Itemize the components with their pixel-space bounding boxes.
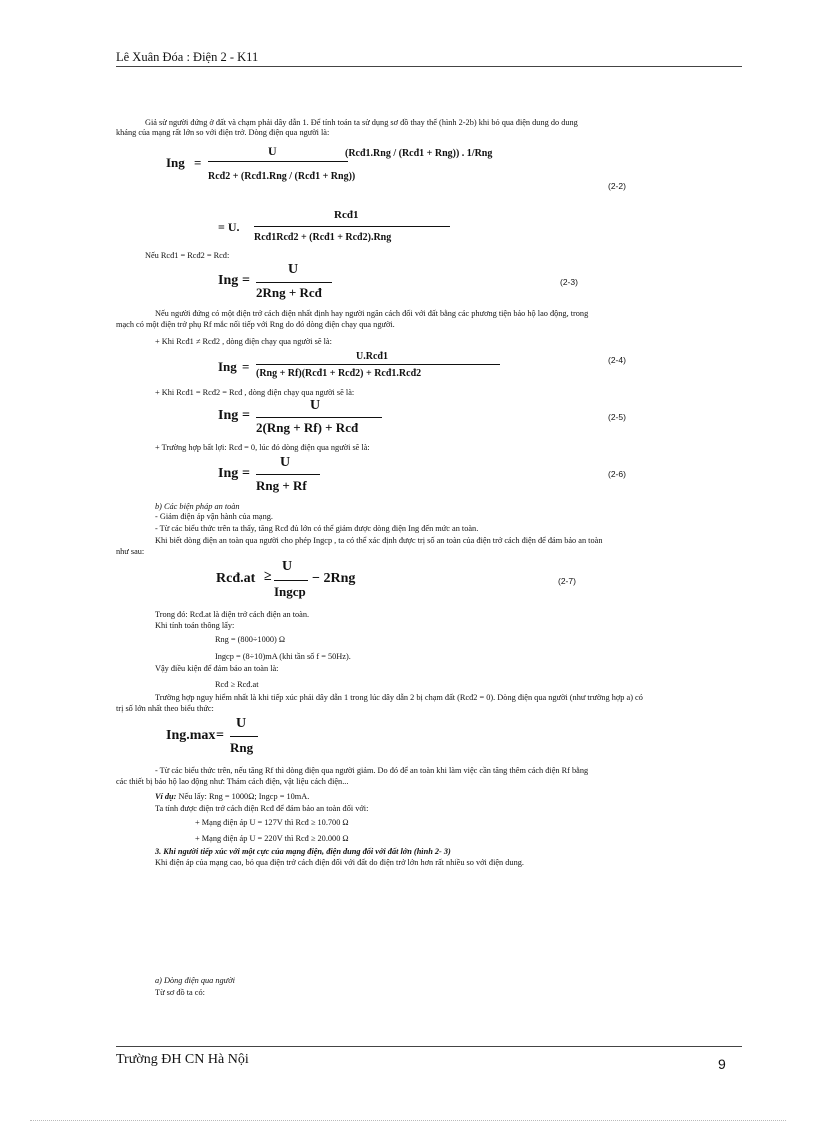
- condition-line: Nếu Rcđ1 = Rcđ2 = Rcđ:: [145, 251, 230, 260]
- eq22-numerator: U: [268, 144, 277, 158]
- fraction-line: [230, 736, 258, 737]
- header-rule: [116, 66, 742, 67]
- measure-3-line-2: như sau:: [116, 547, 145, 556]
- fraction-line: [256, 417, 382, 418]
- fraction-line: [256, 364, 500, 365]
- fraction-line: [256, 474, 320, 475]
- para-1-line-1: Giả sử người đứng ở đất và chạm phải dây dẫn 1. Để tính toán ta sử dụng sơ đồ thay thế (hình 2-2b) khi bỏ qua điện dung do dung: [145, 118, 578, 127]
- conclusion-line-2: các thiết bị bảo hộ lao động như: Thảm cách điện, vật liệu cách điện...: [116, 777, 349, 786]
- measure-3-line-1: Khi biết dòng điện an toàn qua người cho phép Ingcp , ta có thể xác định được trị số an toàn của điện trở cách điện để đảm bảo an toàn: [155, 536, 603, 545]
- fraction-line: [208, 161, 348, 162]
- para-2-line-2: mạch có một điện trở phụ Rf mắc nối tiếp với Rng do đó dòng điện chạy qua người.: [116, 320, 395, 329]
- example-line: Ví dụ: Nếu lấy: Rng = 1000Ω; Ingcp = 10mA.: [155, 792, 310, 801]
- example-220v: + Mạng điện áp U = 220V thì Rcđ ≥ 20.000 Ω: [195, 834, 349, 843]
- example-calc: Ta tính được điện trở cách điện Rcđ để đảm bảo an toàn đối với:: [155, 804, 369, 813]
- case-2: + Khi Rcđ1 = Rcđ2 = Rcđ , dòng điện chạy qua người sẽ là:: [155, 388, 355, 397]
- worst-case-line-2: trị số lớn nhất theo biểu thức:: [116, 704, 214, 713]
- ingcp-range: Ingcp = (8÷10)mA (khi tần số f = 50Hz).: [215, 652, 351, 661]
- equation-number: (2-3): [560, 277, 578, 287]
- rng-range: Rng = (800÷1000) Ω: [215, 635, 286, 644]
- equation-number: (2-6): [608, 469, 626, 479]
- para-2-line-1: Nếu người đứng có một điện trở cách điện nhất định hay người ngăn cách đối với đất bằng các phương tiện bảo hộ lao động, trong: [155, 309, 589, 318]
- calc-line: Khi tính toán thông lấy:: [155, 621, 235, 630]
- section-b-heading: b) Các biện pháp an toàn: [155, 502, 240, 511]
- footer-rule: [116, 1046, 742, 1047]
- measure-2: - Từ các biểu thức trên ta thấy, tăng Rcđ đủ lớn có thể giảm được dòng điện Ing đến mức an toàn.: [155, 524, 479, 533]
- equation-number: (2-7): [558, 576, 576, 586]
- safety-condition: Vậy điều kiện để đảm bảo an toàn là:: [155, 664, 279, 673]
- eq22-denominator: Rcđ2 + (Rcđ1.Rng / (Rcđ1 + Rng)): [208, 171, 356, 182]
- fraction-line: [274, 580, 308, 581]
- document-page: Lê Xuân Đóa : Điện 2 - K11 Giả sử người đứng ở đất và chạm phải dây dẫn 1. Để tính toán ta sử dụng sơ đồ thay thế (hình 2-2b) khi bỏ qua điện dung do dung kháng của mạng rất lớn so với điện trở. Dòng điện qua người là: Ing = U Rcđ2 + (Rcđ1.Rng / (Rcđ1 + Rng)) (Rcđ1.Rng / (Rcđ1 + Rng)) . 1/Rng (2-2) = U. Rcđ1 Rcđ1Rcđ2 + (Rcđ1 + Rcđ2).Rng Nếu Rcđ1 = Rcđ2 = Rcđ: Ing = U 2Rng + Rcđ (2-3) Nếu người đứng có một điện trở cách điện nhất định hay người ngăn cách đối với đất bằng các phương tiện bảo hộ lao động, trong mạch có một điện trở phụ Rf mắc nối tiếp với Rng do đó dòng điện chạy qua người. + Khi Rcđ1 ≠ Rcđ2 , dòng điện chạy qua người sẽ là: Ing = U.Rcđ1 (Rng + Rf)(Rcđ1 + Rcđ2) + Rcđ1.Rcđ2 (2-4) + Khi Rcđ1 = Rcđ2 = Rcđ , dòng điện chạy qua người sẽ là: Ing = U 2(Rng + Rf) + Rcđ (2-5) + Trường hợp bất lợi: Rcđ = 0, lúc đó dòng điện qua người sẽ là: Ing = U Rng + Rf (2-6) b) Các biện pháp an toàn - Giảm điện áp vận hành của mạng. - Từ các biểu thức trên ta thấy, tăng Rcđ đủ lớn có thể giảm được dòng điện Ing đến mức an toàn. Khi biết dòng điện an toàn qua người cho phép Ingcp , ta có thể xác định được trị số an toàn của điện trở cách điện để đảm bảo an toàn như sau: Rcđ.at ≥ U Ingcp − 2Rng (2-7) Trong đó: Rcđ.at là điện trở cách điện an toàn. Khi tính toán thông lấy: Rng = (800÷1000) Ω Ingcp = (8÷10)mA (khi tần số f = 50Hz). Vậy điều kiện để đảm bảo an toàn là: Rcđ ≥ Rcđ.at Trường hợp nguy hiểm nhất là khi tiếp xúc phải dây dẫn 1 trong lúc dây dẫn 2 bị chạm đất (Rcđ2 = 0). Dòng điện qua người (như trường hợp a) có trị số lớn nhất theo biểu thức: Ing.max = U Rng - Từ các biểu thức trên, nếu tăng Rf thì dòng điện qua người giảm. Do đó để an toàn khi làm việc cần tăng thêm cách điện Rf bằng các thiết bị bảo hộ lao động như: Thảm cách điện, vật liệu cách điện... Ví dụ: Nếu lấy: Rng = 1000Ω; Ingcp = 10mA. Ta tính được điện trở cách điện Rcđ để đảm bảo an toàn đối với: + Mạng điện áp U = 127V thì Rcđ ≥ 10.700 Ω + Mạng điện áp U = 220V thì Rcđ ≥ 20.000 Ω 3. Khi người tiếp xúc với một cực của mạng điện, điện dung đối với đất lớn (hình 2- 3) Khi điện áp của mạng cao, bỏ qua điện trở cách điện đối với đất do điện trở lớn hơn rất nhiều so với điện dung. a) Dòng điện qua người Từ sơ đồ ta có: Trường ĐH CN Hà Nội 9: [0, 0, 816, 1123]
- section-3-intro: Khi điện áp của mạng cao, bỏ qua điện trở cách điện đối với đất do điện trở lớn hơn rất nhiều so với điện dung.: [155, 858, 524, 867]
- section-3-heading: 3. Khi người tiếp xúc với một cực của mạng điện, điện dung đối với đất lớn (hình 2- 3): [155, 847, 451, 856]
- equation-number: (2-5): [608, 412, 626, 422]
- eq22b-denominator: Rcđ1Rcđ2 + (Rcđ1 + Rcđ2).Rng: [254, 232, 392, 243]
- page-header: Lê Xuân Đóa : Điện 2 - K11: [116, 50, 259, 64]
- eq22b-numerator: Rcđ1: [334, 209, 359, 221]
- safety-inequality: Rcđ ≥ Rcđ.at: [215, 680, 259, 689]
- conclusion-line-1: - Từ các biểu thức trên, nếu tăng Rf thì dòng điện qua người giảm. Do đó để an toàn khi làm việc cần tăng thêm cách điện Rf bằng: [155, 766, 589, 775]
- example-127v: + Mạng điện áp U = 127V thì Rcđ ≥ 10.700 Ω: [195, 818, 349, 827]
- section-a-line: Từ sơ đồ ta có:: [155, 988, 205, 997]
- eq22-mid: (Rcđ1.Rng / (Rcđ1 + Rng)) . 1/Rng: [345, 148, 493, 159]
- bottom-dotted-rule: [30, 1120, 786, 1121]
- section-a-heading: a) Dòng điện qua người: [155, 976, 235, 985]
- footer-school: Trường ĐH CN Hà Nội: [116, 1052, 249, 1067]
- measure-1: - Giảm điện áp vận hành của mạng.: [155, 512, 273, 521]
- equation-number: (2-2): [608, 181, 626, 191]
- case-3: + Trường hợp bất lợi: Rcđ = 0, lúc đó dòng điện qua người sẽ là:: [155, 443, 370, 452]
- example-label: Ví dụ:: [155, 792, 177, 801]
- fraction-line: [256, 282, 332, 283]
- ing-symbol: Ing: [166, 155, 185, 170]
- equation-number: (2-4): [608, 355, 626, 365]
- worst-case-line-1: Trường hợp nguy hiểm nhất là khi tiếp xúc phải dây dẫn 1 trong lúc dây dẫn 2 bị chạm đất (Rcđ2 = 0). Dòng điện qua người (như trường hợp a) có: [155, 693, 643, 702]
- page-number: 9: [718, 1056, 726, 1072]
- where-line: Trong đó: Rcđ.at là điện trở cách điện an toàn.: [155, 610, 310, 619]
- fraction-line: [254, 226, 450, 227]
- para-1-line-2: kháng của mạng rất lớn so với điện trở. Dòng điện qua người là:: [116, 128, 330, 137]
- case-1: + Khi Rcđ1 ≠ Rcđ2 , dòng điện chạy qua người sẽ là:: [155, 337, 332, 346]
